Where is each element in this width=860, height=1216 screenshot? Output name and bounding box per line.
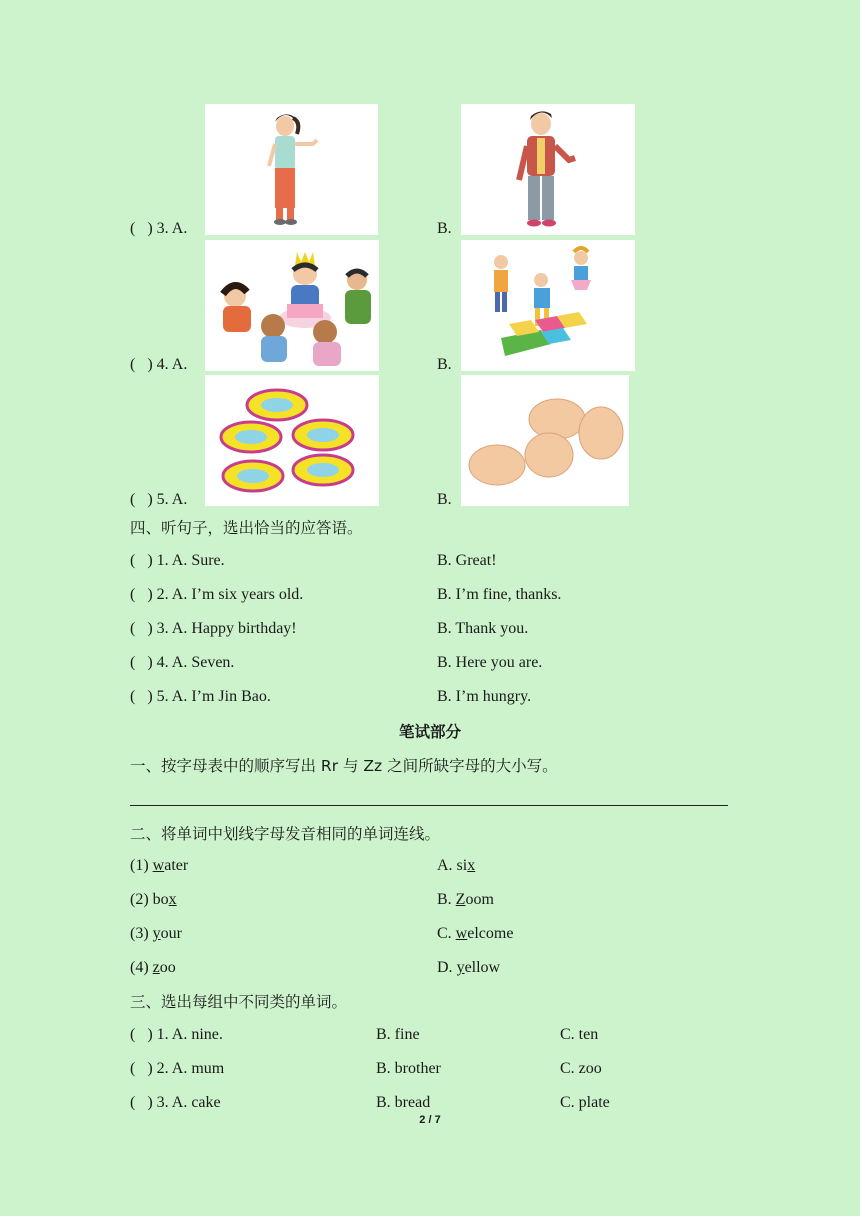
word-left-3: (3) your — [130, 925, 182, 942]
question-5-label: ( ) 5. A. — [130, 491, 188, 508]
item-option-a: ( ) 2. A. I’m six years old. — [130, 586, 304, 603]
item-option-b: B. Thank you. — [437, 620, 529, 637]
item-option-b: B. bread — [376, 1094, 431, 1111]
written-part-title: 笔试部分 — [398, 723, 461, 741]
item-option-a: ( ) 1. A. nine. — [130, 1026, 223, 1043]
item-option-a: ( ) 1. A. Sure. — [130, 552, 225, 569]
option-b-label: B. — [437, 491, 452, 508]
item-option-a: ( ) 3. A. cake — [130, 1094, 221, 1111]
item-option-a: ( ) 4. A. Seven. — [130, 654, 235, 671]
word-left-1: (1) water — [130, 857, 189, 874]
item-option-a: ( ) 5. A. I’m Jin Bao. — [130, 688, 271, 705]
girl-standing-image — [205, 104, 378, 235]
word-right-d: D. yellow — [437, 959, 501, 976]
word-right-a: A. six — [437, 857, 476, 874]
kids-hopscotch-image — [461, 240, 635, 371]
question-3-label: ( ) 3. A. — [130, 220, 188, 237]
item-option-b: B. brother — [376, 1060, 441, 1077]
word-left-2: (2) box — [130, 891, 177, 908]
option-b-label: B. — [437, 220, 452, 237]
word-right-b: B. Zoom — [437, 891, 494, 908]
word-right-c: C. welcome — [437, 925, 514, 942]
plates-image — [205, 375, 379, 506]
written-1-title: 一、按字母表中的顺序写出 Rr 与 Zz 之间所缺字母的大小写。 — [130, 757, 558, 775]
item-option-b: B. I’m fine, thanks. — [437, 586, 562, 603]
boy-standing-image — [461, 104, 635, 235]
question-4-label: ( ) 4. A. — [130, 356, 188, 373]
item-option-c: C. ten — [560, 1026, 599, 1043]
item-option-b: B. Great! — [437, 552, 497, 569]
eggs-image — [461, 375, 629, 506]
written-3-title: 三、选出每组中不同类的单词。 — [130, 993, 348, 1011]
page-number: 2 / 7 — [419, 1114, 441, 1126]
word-left-4: (4) zoo — [130, 959, 176, 976]
birthday-party-image — [205, 240, 379, 371]
item-option-a: ( ) 3. A. Happy birthday! — [130, 620, 297, 637]
option-b-label: B. — [437, 356, 452, 373]
written-2-title: 二、将单词中划线字母发音相同的单词连线。 — [130, 825, 441, 843]
item-option-c: C. zoo — [560, 1060, 602, 1077]
item-option-c: C. plate — [560, 1094, 610, 1111]
section-4-title: 四、听句子，选出恰当的应答语。 — [130, 519, 363, 537]
item-option-b: B. fine — [376, 1026, 420, 1043]
item-option-a: ( ) 2. A. mum — [130, 1060, 225, 1077]
answer-line[interactable] — [130, 805, 728, 806]
item-option-b: B. I’m hungry. — [437, 688, 532, 705]
item-option-b: B. Here you are. — [437, 654, 543, 671]
